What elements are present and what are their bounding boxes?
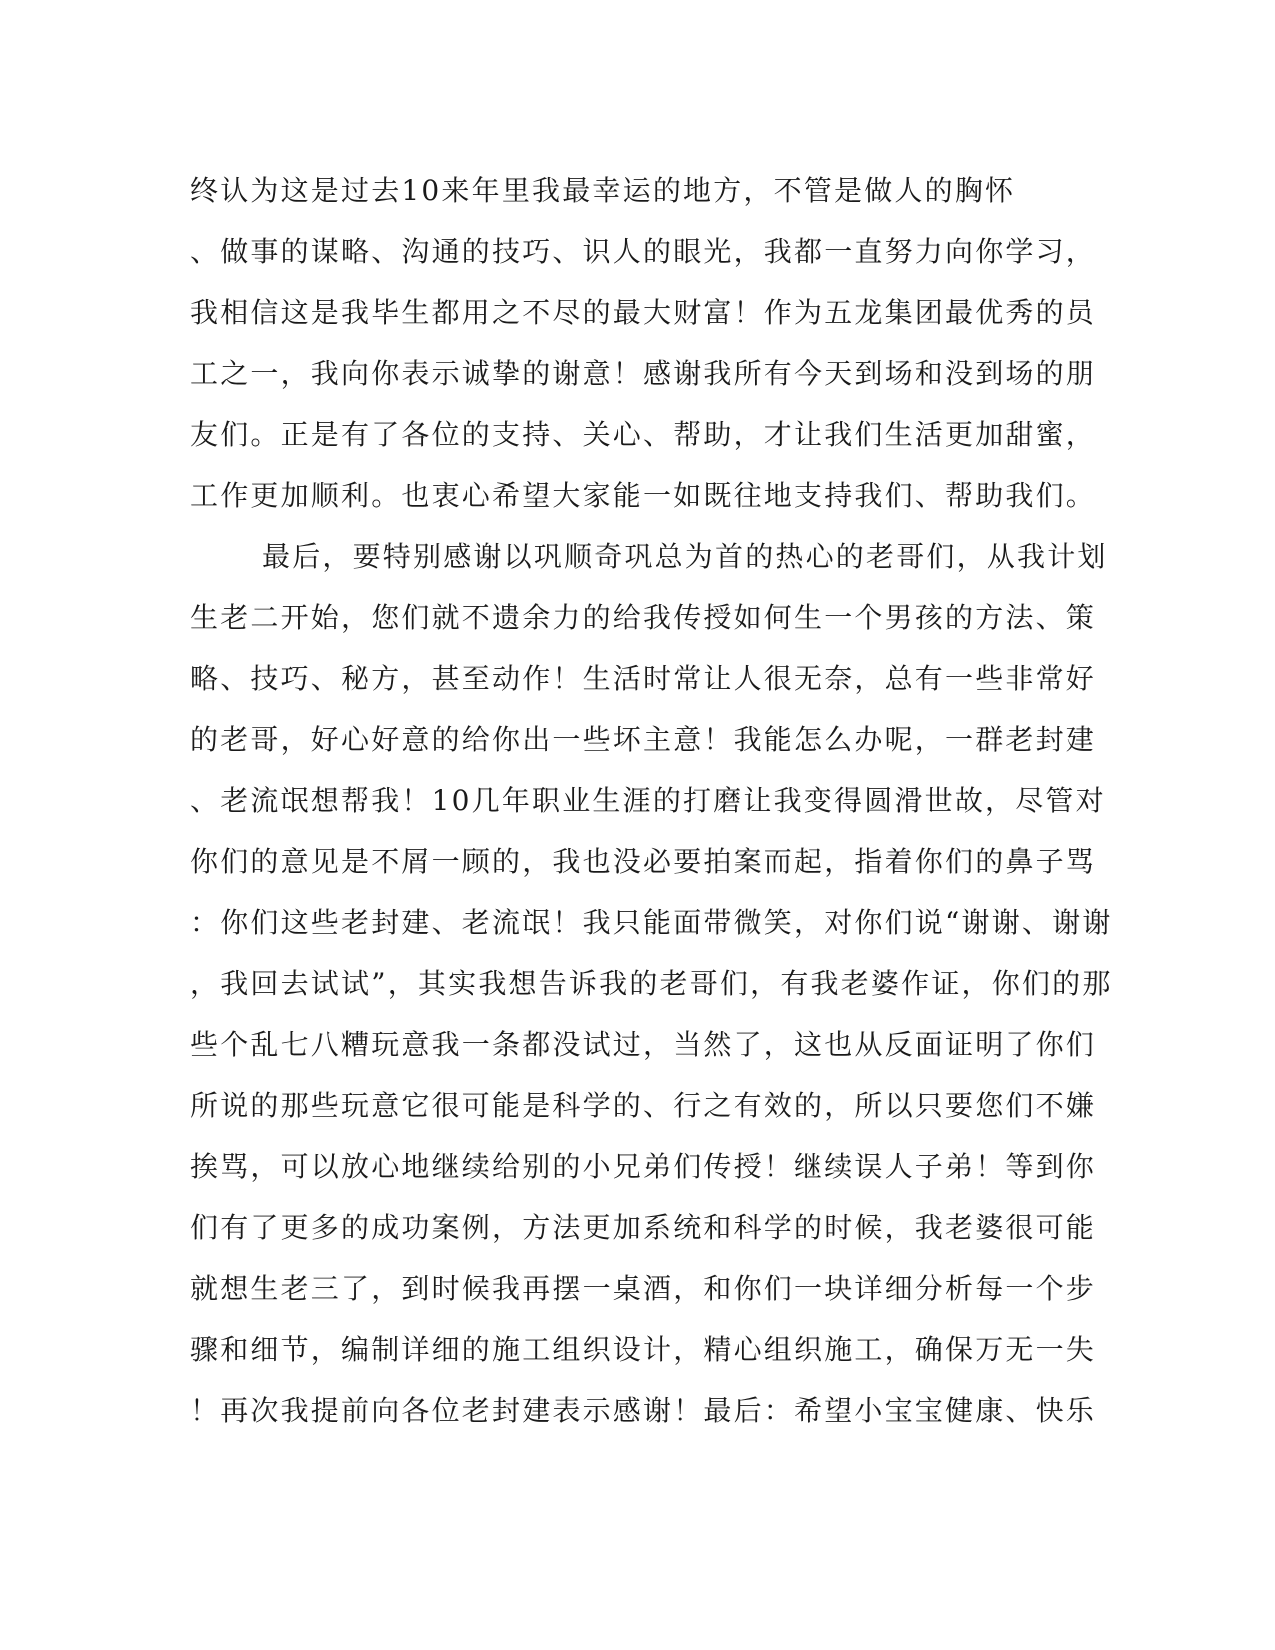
text-line: ：你们这些老封建、老流氓！我只能面带微笑，对你们说“谢谢、谢谢 <box>190 906 1113 939</box>
text-line: 、老流氓想帮我！10几年职业生涯的打磨让我变得圆滑世故，尽管对 <box>190 784 1106 817</box>
text-line: 友们。正是有了各位的支持、关心、帮助，才让我们生活更加甜蜜， <box>190 418 1097 451</box>
text-line: 略、技巧、秘方，甚至动作！生活时常让人很无奈，总有一些非常好 <box>190 662 1097 695</box>
text-line: 骤和细节，编制详细的施工组织设计，精心组织施工，确保万无一失 <box>190 1333 1097 1366</box>
text-line: ，我回去试试”，其实我想告诉我的老哥们，有我老婆作证，你们的那 <box>190 967 1113 1000</box>
text-line: 工作更加顺利。也衷心希望大家能一如既往地支持我们、帮助我们。 <box>190 479 1097 512</box>
text-line: 工之一，我向你表示诚挚的谢意！感谢我所有今天到场和没到场的朋 <box>190 357 1097 390</box>
paragraph-start-line: 最后，要特别感谢以巩顺奇巩总为首的热心的老哥们，从我计划 <box>262 540 1108 573</box>
text-line: 些个乱七八糟玩意我一条都没试过，当然了，这也从反面证明了你们 <box>190 1028 1097 1061</box>
text-line: 你们的意见是不屑一顾的，我也没必要拍案而起，指着你们的鼻子骂 <box>190 845 1097 878</box>
body-text <box>190 160 1113 1441</box>
text-line: 们有了更多的成功案例，方法更加系统和科学的时候，我老婆很可能 <box>190 1211 1097 1244</box>
text-line: 所说的那些玩意它很可能是科学的、行之有效的，所以只要您们不嫌 <box>190 1089 1097 1122</box>
text-line: 的老哥，好心好意的给你出一些坏主意！我能怎么办呢，一群老封建 <box>190 723 1097 756</box>
text-line: 我相信这是我毕生都用之不尽的最大财富！作为五龙集团最优秀的员 <box>190 296 1097 329</box>
text-line: 挨骂，可以放心地继续给别的小兄弟们传授！继续误人子弟！等到你 <box>190 1150 1097 1183</box>
text-line: 生老二开始，您们就不遗余力的给我传授如何生一个男孩的方法、策 <box>190 601 1097 634</box>
text-line: 就想生老三了，到时候我再摆一桌酒，和你们一块详细分析每一个步 <box>190 1272 1097 1305</box>
text-line: 、做事的谋略、沟通的技巧、识人的眼光，我都一直努力向你学习， <box>190 235 1097 268</box>
text-line: ！再次我提前向各位老封建表示感谢！最后：希望小宝宝健康、快乐 <box>190 1394 1097 1427</box>
text-line: 终认为这是过去10来年里我最幸运的地方，不管是做人的胸怀 <box>190 174 1016 207</box>
